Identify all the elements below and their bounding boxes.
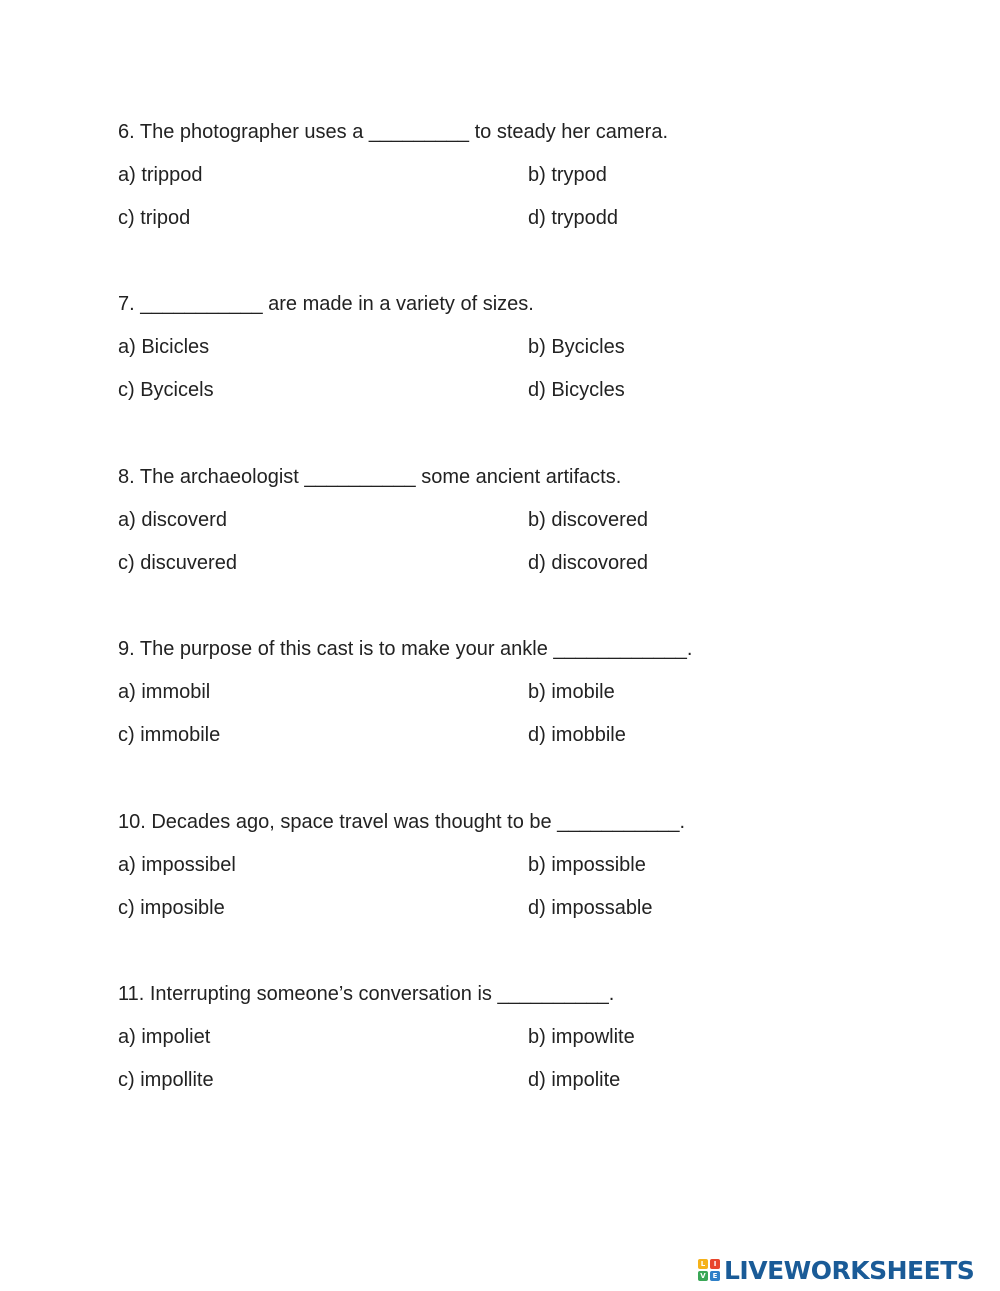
question-prompt: 8. The archaeologist __________ some ancient artifacts. xyxy=(118,466,622,488)
option-a[interactable]: a) trippod xyxy=(118,164,203,186)
question-9 xyxy=(118,637,898,746)
option-d[interactable]: d) trypodd xyxy=(528,207,619,229)
option-c[interactable]: c) Bycicels xyxy=(118,379,214,401)
option-d[interactable]: d) impolite xyxy=(528,1069,621,1091)
question-7 xyxy=(118,292,898,401)
option-c[interactable]: c) imposible xyxy=(118,897,225,919)
option-b[interactable]: b) impowlite xyxy=(528,1026,635,1048)
option-c[interactable]: c) immobile xyxy=(118,724,221,746)
question-11 xyxy=(118,982,898,1091)
option-b[interactable]: b) trypod xyxy=(528,164,607,186)
option-d[interactable]: d) discovored xyxy=(528,552,649,574)
question-prompt: 7. ___________ are made in a variety of sizes. xyxy=(118,293,534,315)
option-a[interactable]: a) impossibel xyxy=(118,854,236,876)
option-b[interactable]: b) discovered xyxy=(528,509,649,531)
option-d[interactable]: d) impossable xyxy=(528,897,653,919)
logo-block: I xyxy=(710,1259,720,1269)
option-a[interactable]: a) immobil xyxy=(118,681,211,703)
question-prompt: 10. Decades ago, space travel was thought to be ___________. xyxy=(118,811,686,833)
logo-block: V xyxy=(698,1271,708,1281)
question-prompt: 9. The purpose of this cast is to make your ankle ____________. xyxy=(118,638,693,660)
logo-text: LIVEWORKSHEETS xyxy=(724,1255,975,1285)
option-b[interactable]: b) impossible xyxy=(528,854,646,876)
option-c[interactable]: c) impollite xyxy=(118,1069,214,1091)
option-a[interactable]: a) discoverd xyxy=(118,509,227,531)
option-d[interactable]: d) imobbile xyxy=(528,724,626,746)
option-a[interactable]: a) Bicicles xyxy=(118,336,210,358)
logo-block: L xyxy=(698,1259,708,1269)
question-6 xyxy=(118,120,898,229)
liveworksheets-logo xyxy=(698,1254,994,1286)
question-8 xyxy=(118,465,898,574)
option-d[interactable]: d) Bicycles xyxy=(528,379,625,401)
logo-blocks-icon xyxy=(698,1259,720,1281)
question-10 xyxy=(118,810,898,919)
option-b[interactable]: b) imobile xyxy=(528,681,615,703)
option-c[interactable]: c) discuvered xyxy=(118,552,237,574)
option-c[interactable]: c) tripod xyxy=(118,207,191,229)
question-prompt: 11. Interrupting someone’s conversation is __________. xyxy=(118,983,615,1005)
logo-block: E xyxy=(710,1271,720,1281)
option-a[interactable]: a) impoliet xyxy=(118,1026,211,1048)
option-b[interactable]: b) Bycicles xyxy=(528,336,625,358)
question-prompt: 6. The photographer uses a _________ to steady her camera. xyxy=(118,121,669,143)
